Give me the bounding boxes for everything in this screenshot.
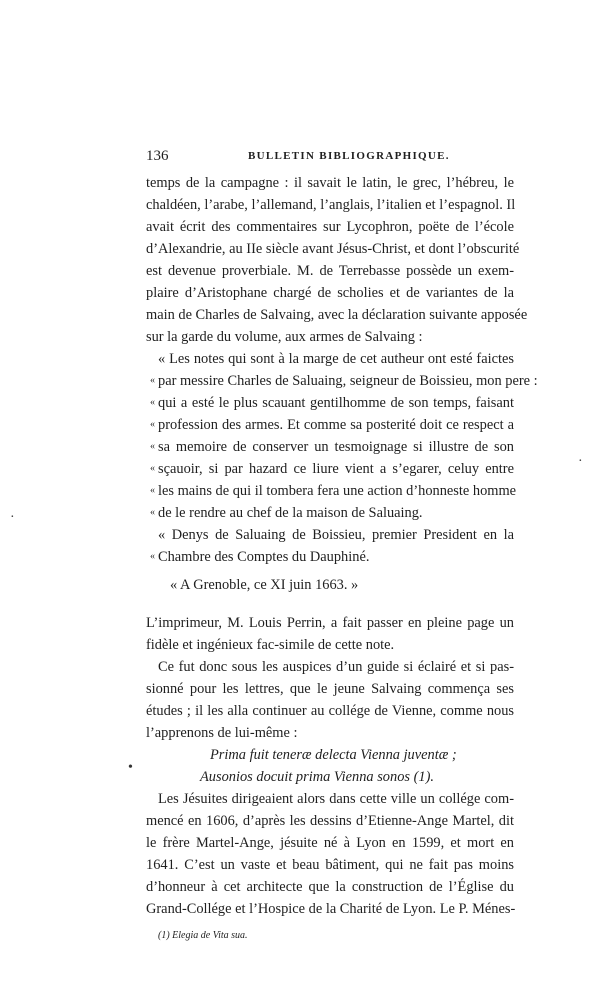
quote-line [150,480,517,502]
quote-text: qui a esté le plus scauant gentilhomme de son temps, faisant [158,395,514,411]
quote-text: profession des armes. Et comme sa posterité doit ce respect a [158,417,514,433]
text-line: est devenue proverbiale. M. de Terrebasse possède un exem- [146,263,514,279]
edge-mark: • [128,760,133,775]
quote-text: sçauoir, si par hazard ce liure vient a s’egarer, celuy entre [158,461,514,477]
quote-mark: « [150,485,155,496]
footnote: (1) Elegia de Vita sua. [158,930,248,941]
quote-line [150,546,514,568]
text-line: l’apprenons de lui-même : [146,725,298,741]
text-line: études ; il les alla continuer au collége de Vienne, comme nous [146,703,514,719]
text-line: Grand-Collége et l’Hospice de la Charité de Lyon. Le P. Ménes- [146,901,516,917]
quote-text: Chambre des Comptes du Dauphiné. [158,549,370,565]
quote-mark: « [150,463,155,474]
quote-text: les mains de qui il tombera fera une action d’honneste homme [158,483,517,499]
quote-mark: « [150,551,155,562]
quote-mark: « [150,375,155,386]
quote-line [150,436,514,458]
quote-text: par messire Charles de Saluaing, seigneur de Boissieu, mon pere : [158,373,538,389]
edge-mark: · [578,454,583,469]
quote-text: sa memoire de conserver un tesmoignage si illustre de son [158,439,514,455]
running-head: BULLETIN BIBLIOGRAPHIQUE. [248,150,450,162]
text-line: mencé en 1606, d’après les dessins d’Etienne-Ange Martel, dit [146,813,514,829]
quote-line [150,392,514,414]
text-line: Les Jésuites dirigeaient alors dans cette ville un collége com- [158,791,514,807]
page-header [146,148,514,168]
quote-line [150,458,514,480]
page-number: 136 [146,148,169,164]
verse-line: Ausonios docuit prima Vienna sonos (1). [200,769,434,785]
text-line: d’honneur à cet architecte que la construction de l’Église du [146,879,514,895]
text-line: d’Alexandrie, au IIe siècle avant Jésus-Christ, et dont l’obscurité [146,241,520,257]
text-line: le frère Martel-Ange, jésuite né à Lyon en 1599, et mort en [146,835,514,851]
quote-mark: « [150,419,155,430]
quote-text: de le rendre au chef de la maison de Saluaing. [158,505,423,521]
edge-mark: · [10,510,15,525]
text-line: 1641. C’est un vaste et beau bâtiment, qui ne fait pas moins [146,857,514,873]
quote-line: « Les notes qui sont à la marge de cet autheur ont esté faictes [158,351,514,367]
text-line: plaire d’Aristophane chargé de scholies et de variantes de la [146,285,514,301]
quote-line [150,414,514,436]
quote-line: « A Grenoble, ce XI juin 1663. » [170,577,359,593]
quote-line: « Denys de Saluaing de Boissieu, premier President en la [158,527,514,543]
quote-line [150,370,538,392]
text-line: avait écrit des commentaires sur Lycophron, poëte de l’école [146,219,514,235]
verse-line: Prima fuit teneræ delecta Vienna juventæ ; [210,747,457,763]
text-line: chaldéen, l’arabe, l’allemand, l’anglais, l’italien et l’espagnol. Il [146,197,516,213]
text-line: main de Charles de Salvaing, avec la déclaration suivante apposée [146,307,528,323]
quote-mark: « [150,441,155,452]
text-line: fidèle et ingénieux fac-simile de cette note. [146,637,395,653]
text-line: Ce fut donc sous les auspices d’un guide si éclairé et si pas- [158,659,514,675]
quote-line [150,502,514,524]
text-line: L’imprimeur, M. Louis Perrin, a fait passer en pleine page un [146,615,514,631]
text-line: sur la garde du volume, aux armes de Salvaing : [146,329,423,345]
quote-mark: « [150,507,155,518]
quote-mark: « [150,397,155,408]
text-line: temps de la campagne : il savait le latin, le grec, l’hébreu, le [146,175,514,191]
text-line: sionné pour les lettres, que le jeune Salvaing commença ses [146,681,514,697]
